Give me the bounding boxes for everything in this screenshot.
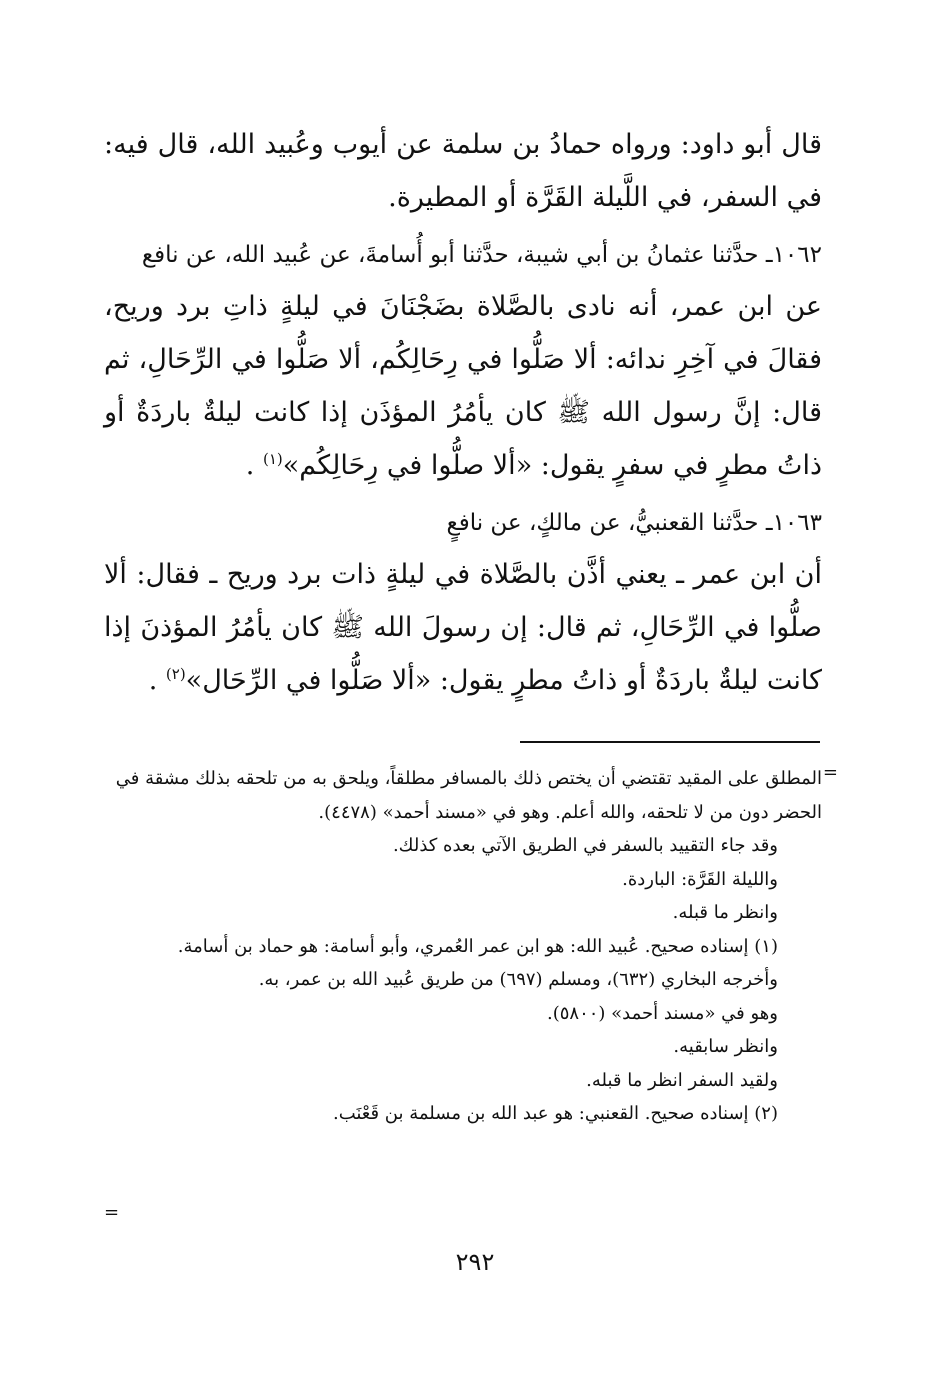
next-page-marker: = bbox=[104, 1202, 120, 1223]
page-number: ٢٩٢ bbox=[455, 1248, 495, 1276]
footnote-continued-line: والليلة القَرَّة: الباردة. bbox=[622, 868, 778, 890]
footnote-separator bbox=[520, 741, 820, 743]
footnote-1: (١) إسناده صحيح. عُبيد الله: هو ابن عمر العُمري، وأبو أسامة: هو حماد بن أسامة. bbox=[177, 935, 778, 957]
footnote-continued-line: وقد جاء التقييد بالسفر في الطريق الآتي بعده كذلك. bbox=[392, 835, 778, 856]
footnote-1-line: وانظر سابقيه. bbox=[673, 1036, 778, 1057]
footnote-ref-1[interactable]: (١) bbox=[262, 450, 283, 468]
footnotes bbox=[104, 762, 822, 1131]
hadith-1063-text bbox=[104, 548, 822, 707]
footnote-1-line: وأخرجه البخاري (٦٣٢)، ومسلم (٦٩٧) من طريق عُبيد الله بن عمر، به. bbox=[258, 969, 778, 990]
footnote-2: (٢) إسناده صحيح. القعنبي: هو عبد الله بن مسلمة بن قَعْنَب. bbox=[332, 1103, 778, 1124]
hadith-1062-chain: ١٠٦٢ـ حدَّثنا عثمانُ بن أبي شيبة، حدَّثنا أبو أُسامةَ، عن عُبيد الله، عن نافع bbox=[141, 242, 822, 268]
continuation-marker: = bbox=[822, 762, 838, 783]
footnote-1-line: وهو في «مسند أحمد» (٥٨٠٠). bbox=[546, 1002, 778, 1024]
footnote-1-line: ولقيد السفر انظر ما قبله. bbox=[586, 1069, 778, 1091]
main-text bbox=[104, 118, 822, 707]
footnote-ref-2[interactable]: (٢) bbox=[165, 665, 186, 683]
hadith-1063-matn: أن ابن عمر ـ يعني أذَّن بالصَّلاة في ليلةٍ ذات برد وريح ـ فقال: ألا صلُّوا في الرِّحَالِ، ثم قال: إن رسولَ الله ﷺ كان يأمُرُ المؤذنَ إذا كانت ليلةٌ باردَةٌ أو ذاتُ مطرٍ يقول: «ألا صَلُّوا في الرِّحَال» bbox=[104, 559, 822, 696]
footnote-continued-line: المطلق على المقيد تقتضي أن يختص ذلك بالمسافر مطلقاً، ويلحق به من تلحقه بذلك مشقة في الحضر دون من لا تلحقه، والله أعلم. وهو في «مسند أحمد» (٤٤٧٨). bbox=[115, 768, 822, 823]
sentence-end: . bbox=[245, 450, 263, 481]
hadith-1063-chain: ١٠٦٣ـ حدَّثنا القعنبيُّ، عن مالكٍ، عن نافعٍ bbox=[446, 510, 822, 536]
sentence-end: . bbox=[148, 665, 166, 696]
abu-dawud-comment: قال أبو داود: ورواه حمادُ بن سلمة عن أيوب وعُبيد الله، قال فيه: في السفر، في اللَّيلة القَرَّة أو المطيرة. bbox=[104, 129, 822, 213]
footnote-continued-line: وانظر ما قبله. bbox=[672, 902, 778, 923]
hadith-1062-matn: عن ابن عمر، أنه نادى بالصَّلاة بضَجْنَانَ في ليلةٍ ذاتِ برد وريح، فقالَ في آخِرِ ندائه: ألا صَلُّوا في رِحَالِكُم، ألا صَلُّوا في الرِّحَالِ، ثم قال: إنَّ رسول الله ﷺ كان يأمُرُ المؤذَن إذا كانت ليلةٌ باردَةٌ أو ذاتُ مطرٍ في سفرٍ يقول: «ألا صلُّوا في رِحَالِكُم» bbox=[104, 291, 822, 481]
hadith-1062-text bbox=[104, 280, 822, 492]
